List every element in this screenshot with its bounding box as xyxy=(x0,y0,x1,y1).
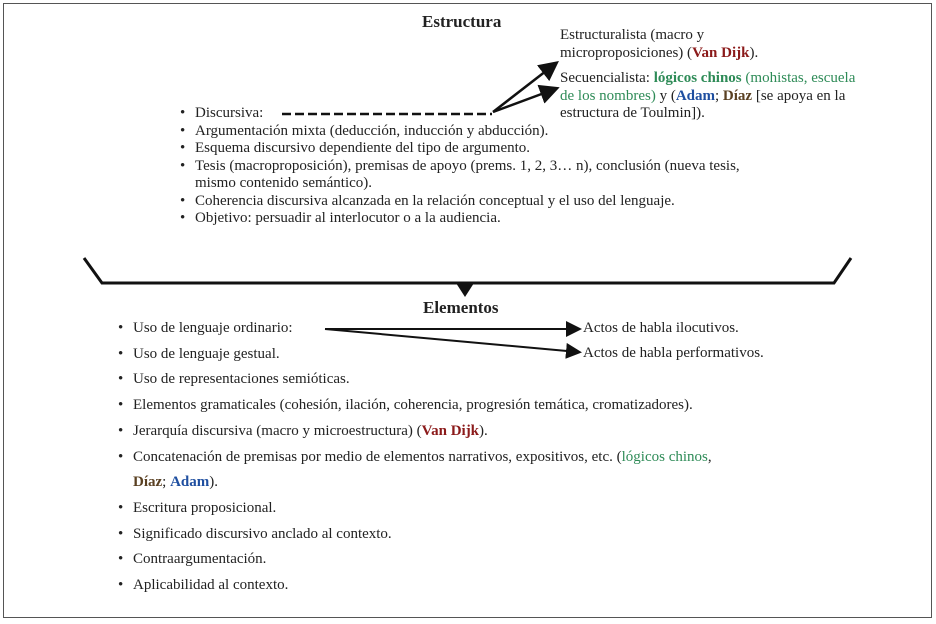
estructura-list xyxy=(195,105,775,228)
bracket-pointer xyxy=(456,283,474,297)
author-adam: Adam xyxy=(675,87,715,104)
list-item: • Elementos gramaticales (cohesión, ilación, coherencia, progresión temática, cromatizadores). xyxy=(133,393,833,419)
elementos-list xyxy=(133,316,833,599)
conj: y ( xyxy=(655,87,676,104)
item-text: Concatenación de premisas por medio de elementos narrativos, expositivos, etc. ( xyxy=(133,448,622,465)
speech-act-ilocutivos: Actos de habla ilocutivos. xyxy=(583,320,739,336)
list-item: • Tesis (macroproposición), premisas de apoyo (prems. 1, 2, 3… n), conclusión (nueva tesis, mismo contenido semántico). xyxy=(195,158,775,193)
list-item: • Significado discursivo anclado al contexto. xyxy=(133,522,833,548)
logicos-chinos: lógicos chinos xyxy=(653,70,742,86)
mohistas: (mohistas, escuela de los nombres) xyxy=(560,70,856,104)
list-item: • Esquema discursivo dependiente del tipo de argumento. xyxy=(195,140,775,158)
estructura-title: Estructura xyxy=(422,12,502,31)
list-item: • Uso de lenguaje ordinario: xyxy=(133,316,833,342)
secuencialista-label: Secuencialista: xyxy=(560,70,654,86)
bracket xyxy=(84,258,851,283)
punct: ). xyxy=(749,44,759,61)
author-diaz: Díaz xyxy=(133,474,163,491)
list-item: • Contraargumentación. xyxy=(133,547,833,573)
punct: ; xyxy=(162,474,171,491)
author-van-dijk: Van Dijk xyxy=(692,44,750,61)
author-diaz: Díaz xyxy=(722,87,753,104)
author-van-dijk: Van Dijk xyxy=(421,422,480,439)
estructuralista-text-2: microproposiciones) ( xyxy=(560,44,693,61)
list-item: • Objetivo: persuadir al interlocutor o a la audiencia. xyxy=(195,210,775,228)
estructuralista-text: Estructuralista (macro y xyxy=(560,27,705,43)
list-item xyxy=(133,419,833,445)
item-text: Jerarquía discursiva (macro y microestructura) ( xyxy=(133,422,422,439)
punct: ). xyxy=(479,422,488,439)
elementos-title: Elementos xyxy=(423,298,499,317)
toulmin-note: [se apoya en la estructura de Toulmin]). xyxy=(560,87,846,121)
list-item: • Uso de lenguaje gestual. xyxy=(133,342,833,368)
list-item: • Uso de representaciones semióticas. xyxy=(133,367,833,393)
list-item: • Aplicabilidad al contexto. xyxy=(133,573,833,599)
list-item: • Discursiva: xyxy=(195,105,775,123)
list-item xyxy=(133,445,833,496)
author-adam: Adam xyxy=(170,474,210,491)
list-item: • Argumentación mixta (deducción, inducción y abducción). xyxy=(195,123,775,141)
punct: , xyxy=(707,448,712,465)
logicos-chinos: lógicos chinos xyxy=(621,448,708,465)
list-item: • Coherencia discursiva alcanzada en la relación conceptual y el uso del lenguaje. xyxy=(195,193,775,211)
punct: ). xyxy=(209,474,219,491)
list-item: • Escritura proposicional. xyxy=(133,496,833,522)
punct: ; xyxy=(715,87,723,104)
estructuralista-note xyxy=(560,27,890,62)
speech-act-performativos: Actos de habla performativos. xyxy=(583,345,764,361)
